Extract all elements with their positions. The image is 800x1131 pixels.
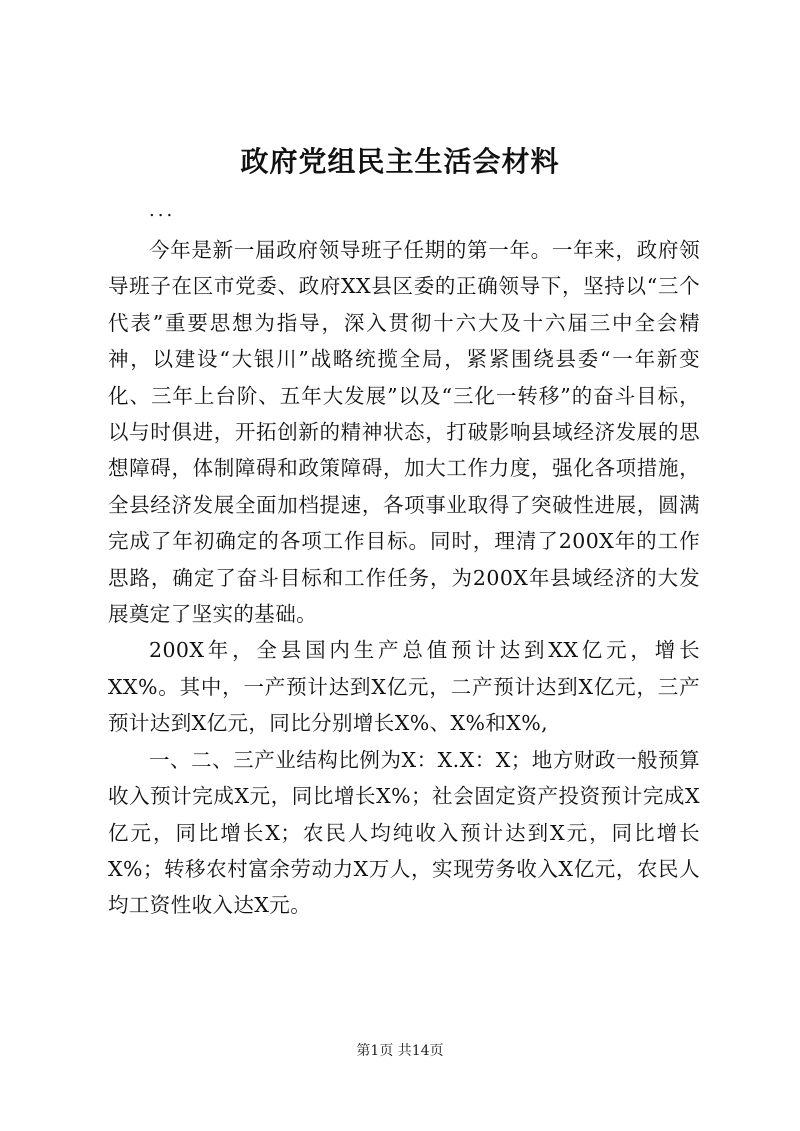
document-title: 政府党组民主生活会材料 [240,145,560,178]
paragraph-intro: 今年是新一届政府领导班子任期的第一年。一年来，政府领导班子在区市党委、政府XX县区委的正确领导下，坚持以“三个代表”重要思想为指导，深入贯彻十六大及十六届三中全会精神，以建设“大银川”战略统揽全局，紧紧围绕县委“一年新变化、三年上台阶、五年大发展”以及“三化一转移”的奋斗目标，以与时俱进，开拓创新的精神状态，打破影响县域经济发展的思想障碍，体制障碍和政策障碍，加大工作力度，强化各项措施，全县经济发展全面加档提速，各项事业取得了突破性进展，圆满完成了年初确定的各项工作目标。同时，理清了200X年的工作思路，确定了奋斗目标和工作任务，为200X年县域经济的大发展奠定了坚实的基础。 [108,238,700,627]
paragraph-structure: 一、二、三产业结构比例为X：X.X：X；地方财政一般预算收入预计完成X元，同比增长X%；社会固定资产投资预计完成X亿元，同比增长X；农民人均纯收入预计达到X元，同比增长X%；转移农村富余劳动力X万人，实现劳务收入X亿元，农民人均工资性收入达X元。 [108,747,700,918]
page-footer: 第1页 共14页 [356,1043,444,1059]
document-body [108,232,700,924]
paragraph-gdp: 200X年，全县国内生产总值预计达到XX亿元，增长XX%。其中，一产预计达到X亿元，二产预计达到X亿元，三产预计达到X亿元，同比分别增长X%、X%和X%, [108,638,700,736]
ellipsis-marker: ... [149,200,176,221]
